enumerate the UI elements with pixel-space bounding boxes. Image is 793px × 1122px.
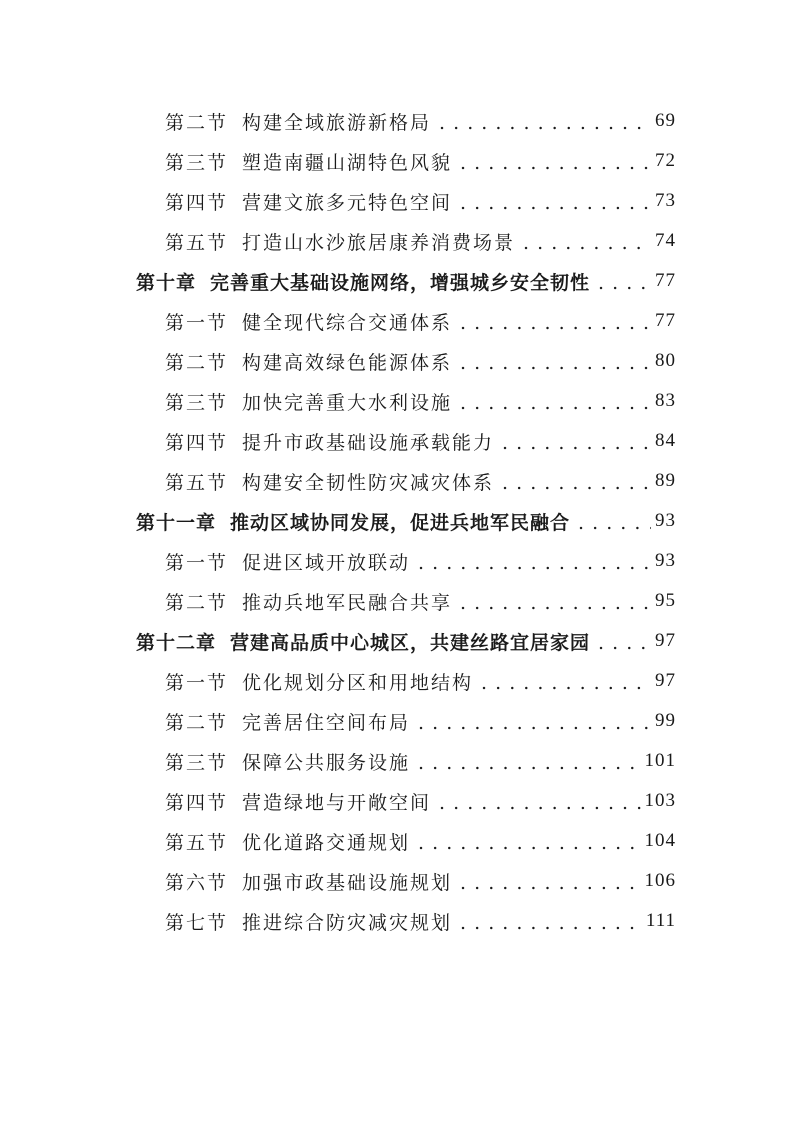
toc-entry-number: 第六节 (165, 871, 229, 894)
toc-dot-leader (418, 552, 651, 574)
toc-entry-title: 健全现代综合交通体系 (242, 311, 453, 334)
toc-entry-number: 第十二章 (136, 631, 217, 654)
toc-page-number: 89 (655, 470, 676, 491)
toc-dot-leader (418, 712, 651, 734)
toc-page-number: 69 (655, 110, 676, 131)
toc-entry[interactable] (0, 421, 676, 461)
toc-entry-title: 构建高效绿色能源体系 (242, 351, 453, 374)
toc-entry[interactable] (0, 821, 676, 861)
toc-page-number: 103 (644, 790, 676, 811)
toc-entry-number: 第二节 (165, 711, 229, 734)
toc-entry-label (165, 668, 473, 695)
toc-entry[interactable] (0, 541, 676, 581)
toc-dot-leader (578, 512, 651, 534)
toc-entry-title: 构建安全韧性防灾减灾体系 (242, 471, 495, 494)
toc-dot-leader (460, 312, 651, 334)
toc-entry-number: 第十章 (136, 271, 197, 294)
toc-entry[interactable] (0, 181, 676, 221)
toc-entry[interactable] (0, 901, 676, 941)
toc-entry[interactable] (0, 341, 676, 381)
toc-entry-title: 构建全域旅游新格局 (242, 111, 432, 134)
toc-entry-label (165, 188, 452, 215)
toc-chapter-entry[interactable] (0, 621, 676, 661)
toc-entry[interactable] (0, 581, 676, 621)
toc-entry-number: 第五节 (165, 831, 229, 854)
toc-entry[interactable] (0, 221, 676, 261)
toc-entry-title: 营建高品质中心城区，共建丝路宜居家园 (230, 631, 591, 654)
toc-page-number: 77 (655, 310, 676, 331)
toc-entry-label (165, 148, 452, 175)
toc-entry-title: 完善居住空间布局 (242, 711, 411, 734)
toc-dot-leader (598, 632, 651, 654)
toc-dot-leader (439, 112, 651, 134)
toc-page-number: 84 (655, 430, 676, 451)
toc-entry-label (165, 348, 452, 375)
toc-dot-leader (481, 672, 651, 694)
toc-entry-label (165, 908, 452, 935)
toc-dot-leader (460, 912, 642, 934)
toc-dot-leader (460, 152, 651, 174)
toc-chapter-entry[interactable] (0, 501, 676, 541)
toc-entry-title: 推动区域协同发展，促进兵地军民融合 (230, 511, 571, 534)
toc-entry-title: 保障公共服务设施 (242, 751, 411, 774)
toc-page-number: 99 (655, 710, 676, 731)
toc-entry[interactable] (0, 701, 676, 741)
toc-page-number: 97 (655, 630, 676, 651)
toc-entry-label (165, 228, 515, 255)
toc-entry-number: 第一节 (165, 311, 229, 334)
toc-entry-title: 打造山水沙旅居康养消费场景 (242, 231, 516, 254)
toc-entry[interactable] (0, 741, 676, 781)
toc-page-number: 101 (644, 750, 676, 771)
toc-entry-label (165, 828, 410, 855)
toc-entry-number: 第五节 (165, 231, 229, 254)
toc-entry-number: 第一节 (165, 671, 229, 694)
toc-entry[interactable] (0, 141, 676, 181)
toc-dot-leader (439, 792, 640, 814)
toc-page-number: 104 (644, 830, 676, 851)
toc-entry-label (165, 388, 452, 415)
toc-entry[interactable] (0, 301, 676, 341)
toc-page-number: 72 (655, 150, 676, 171)
toc-page-number: 83 (655, 390, 676, 411)
toc-entry-number: 第三节 (165, 151, 229, 174)
toc-entry-label (165, 708, 410, 735)
toc-entry-title: 营造绿地与开敞空间 (242, 791, 432, 814)
toc-entry-title: 营建文旅多元特色空间 (242, 191, 453, 214)
toc-page-number: 77 (655, 270, 676, 291)
toc-entry-number: 第四节 (165, 791, 229, 814)
table-of-contents (0, 101, 793, 941)
toc-entry-label (165, 868, 452, 895)
toc-entry-title: 完善重大基础设施网络，增强城乡安全韧性 (210, 271, 591, 294)
toc-entry-label (165, 588, 452, 615)
toc-entry-title: 提升市政基础设施承载能力 (242, 431, 495, 454)
toc-entry-label (165, 468, 494, 495)
toc-entry-label (136, 628, 590, 655)
toc-entry-title: 推动兵地军民融合共享 (242, 591, 453, 614)
toc-entry-number: 第三节 (165, 391, 229, 414)
toc-entry[interactable] (0, 661, 676, 701)
toc-entry-number: 第三节 (165, 751, 229, 774)
toc-entry-number: 第四节 (165, 191, 229, 214)
toc-dot-leader (598, 272, 651, 294)
toc-entry[interactable] (0, 461, 676, 501)
toc-entry-label (165, 548, 410, 575)
toc-dot-leader (460, 352, 651, 374)
toc-dot-leader (523, 232, 651, 254)
toc-page-number: 73 (655, 190, 676, 211)
toc-dot-leader (502, 432, 651, 454)
toc-entry-title: 塑造南疆山湖特色风貌 (242, 151, 453, 174)
toc-page-number: 93 (655, 510, 676, 531)
toc-entry-number: 第七节 (165, 911, 229, 934)
toc-dot-leader (460, 592, 651, 614)
toc-chapter-entry[interactable] (0, 261, 676, 301)
toc-entry-title: 优化道路交通规划 (242, 831, 411, 854)
toc-entry-number: 第二节 (165, 351, 229, 374)
toc-entry[interactable] (0, 781, 676, 821)
toc-page-number: 106 (644, 870, 676, 891)
toc-entry-label (165, 788, 431, 815)
toc-entry-title: 优化规划分区和用地结构 (242, 671, 474, 694)
toc-entry-label (165, 428, 494, 455)
toc-entry-title: 加强市政基础设施规划 (242, 871, 453, 894)
toc-entry[interactable] (0, 101, 676, 141)
toc-dot-leader (502, 472, 651, 494)
toc-entry-title: 促进区域开放联动 (242, 551, 411, 574)
toc-dot-leader (460, 392, 651, 414)
toc-entry-title: 加快完善重大水利设施 (242, 391, 453, 414)
toc-entry-title: 推进综合防灾减灾规划 (242, 911, 453, 934)
toc-entry-number: 第二节 (165, 111, 229, 134)
toc-dot-leader (418, 752, 640, 774)
toc-entry-label (136, 508, 570, 535)
toc-entry-label (165, 748, 410, 775)
toc-dot-leader (418, 832, 640, 854)
toc-page-number: 95 (655, 590, 676, 611)
toc-dot-leader (460, 192, 651, 214)
toc-page-number: 97 (655, 670, 676, 691)
toc-entry-number: 第一节 (165, 551, 229, 574)
toc-entry-label (165, 308, 452, 335)
toc-entry-number: 第二节 (165, 591, 229, 614)
toc-entry-number: 第十一章 (136, 511, 217, 534)
toc-dot-leader (460, 872, 640, 894)
toc-entry-number: 第四节 (165, 431, 229, 454)
toc-entry[interactable] (0, 381, 676, 421)
toc-entry-number: 第五节 (165, 471, 229, 494)
toc-entry[interactable] (0, 861, 676, 901)
toc-page-number: 74 (655, 230, 676, 251)
toc-page-number: 93 (655, 550, 676, 571)
toc-page-number: 80 (655, 350, 676, 371)
toc-entry-label (165, 108, 431, 135)
toc-page-number: 111 (645, 910, 676, 931)
toc-entry-label (136, 268, 590, 295)
